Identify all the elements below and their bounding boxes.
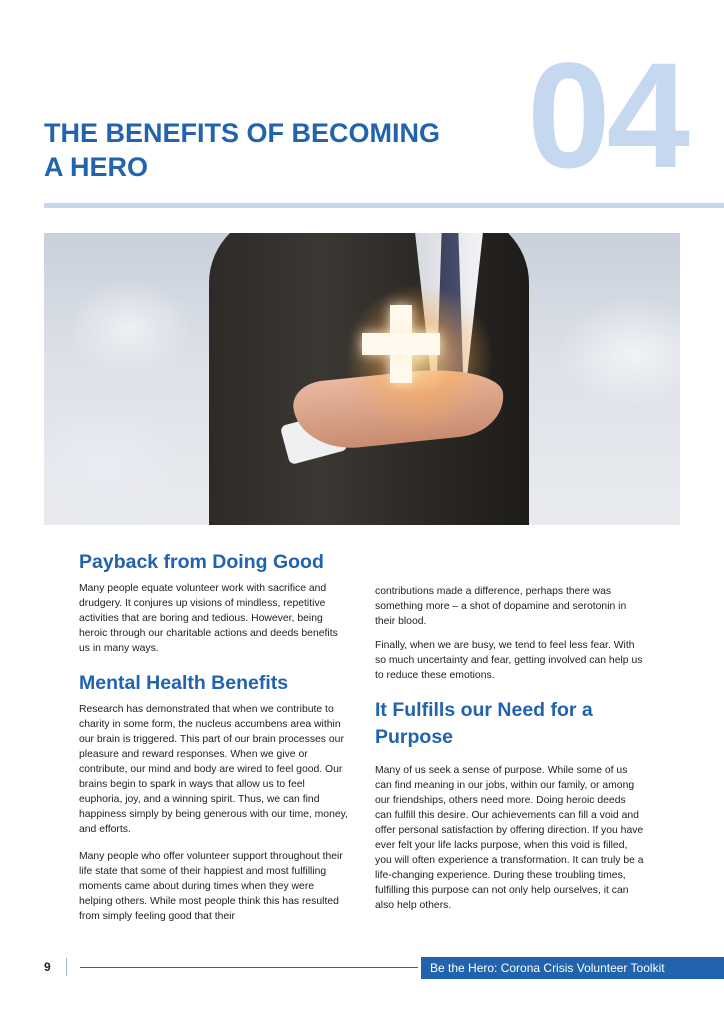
glowing-plus-icon — [362, 305, 440, 383]
right-column — [375, 584, 645, 913]
heading-payback: Payback from Doing Good — [79, 551, 324, 573]
hero-photo — [44, 233, 680, 525]
left-column — [79, 549, 349, 924]
paragraph-mental-health-1: Research has demonstrated that when we contribute to charity in some form, the nucleus accumbens area within our brain is triggered. This part of our brain processes our pleasure and reward responses. When we give or contribute, our mind and body are wired to feel good. Our brains begin to spark in ways that allow us to feel euphoria, joy, and a winning spirit. Thus, we can find happiness simply by being generous with our time, money, and efforts. — [79, 704, 348, 835]
heading-purpose: It Fulfills our Need for a Purpose — [375, 699, 593, 748]
footer-divider — [66, 958, 67, 976]
paragraph-mental-health-2-continued: contributions made a difference, perhaps there was something more – a shot of dopamine and serotonin in their blood. — [375, 586, 627, 627]
title-underline — [44, 203, 724, 208]
chapter-number: 04 — [527, 31, 686, 199]
footer-line — [80, 967, 418, 968]
paragraph-mental-health-3: Finally, when we are busy, we tend to feel less fear. With so much uncertainty and fear, getting involved can help us to reduce these emotions. — [375, 640, 643, 681]
paragraph-payback: Many people equate volunteer work with sacrifice and drudgery. It conjures up visions of mindless, repetitive activities that are boring and tedious. However, being heroic through our charitable actions and deeds benefits us in many ways. — [79, 583, 338, 654]
page-title: THE BENEFITS OF BECOMING A HERO — [44, 118, 441, 182]
heading-mental-health: Mental Health Benefits — [79, 672, 289, 694]
paragraph-mental-health-2: Many people who offer volunteer support throughout their life state that some of their happiest and most fulfilling moments came about during times when they were helping others. While most people think this has resulted from simply feeling good that their — [79, 851, 343, 922]
paragraph-purpose: Many of us seek a sense of purpose. While some of us can find meaning in our jobs, within our family, or among our friendships, others need more. Doing heroic deeds can fulfill this desire. Our achievements can fill a void and offer personal satisfaction by offering direction. If you have ever felt your life lacks purpose, when this void is filled, you will often experience a transformation. It can truly be a life-changing experience. During these troubling times, fulfilling this purpose can not only help ourselves, it can also help others. — [375, 765, 644, 911]
footer-page-number: 9 — [44, 960, 51, 974]
footer-banner: Be the Hero: Corona Crisis Volunteer Toolkit — [421, 957, 724, 979]
